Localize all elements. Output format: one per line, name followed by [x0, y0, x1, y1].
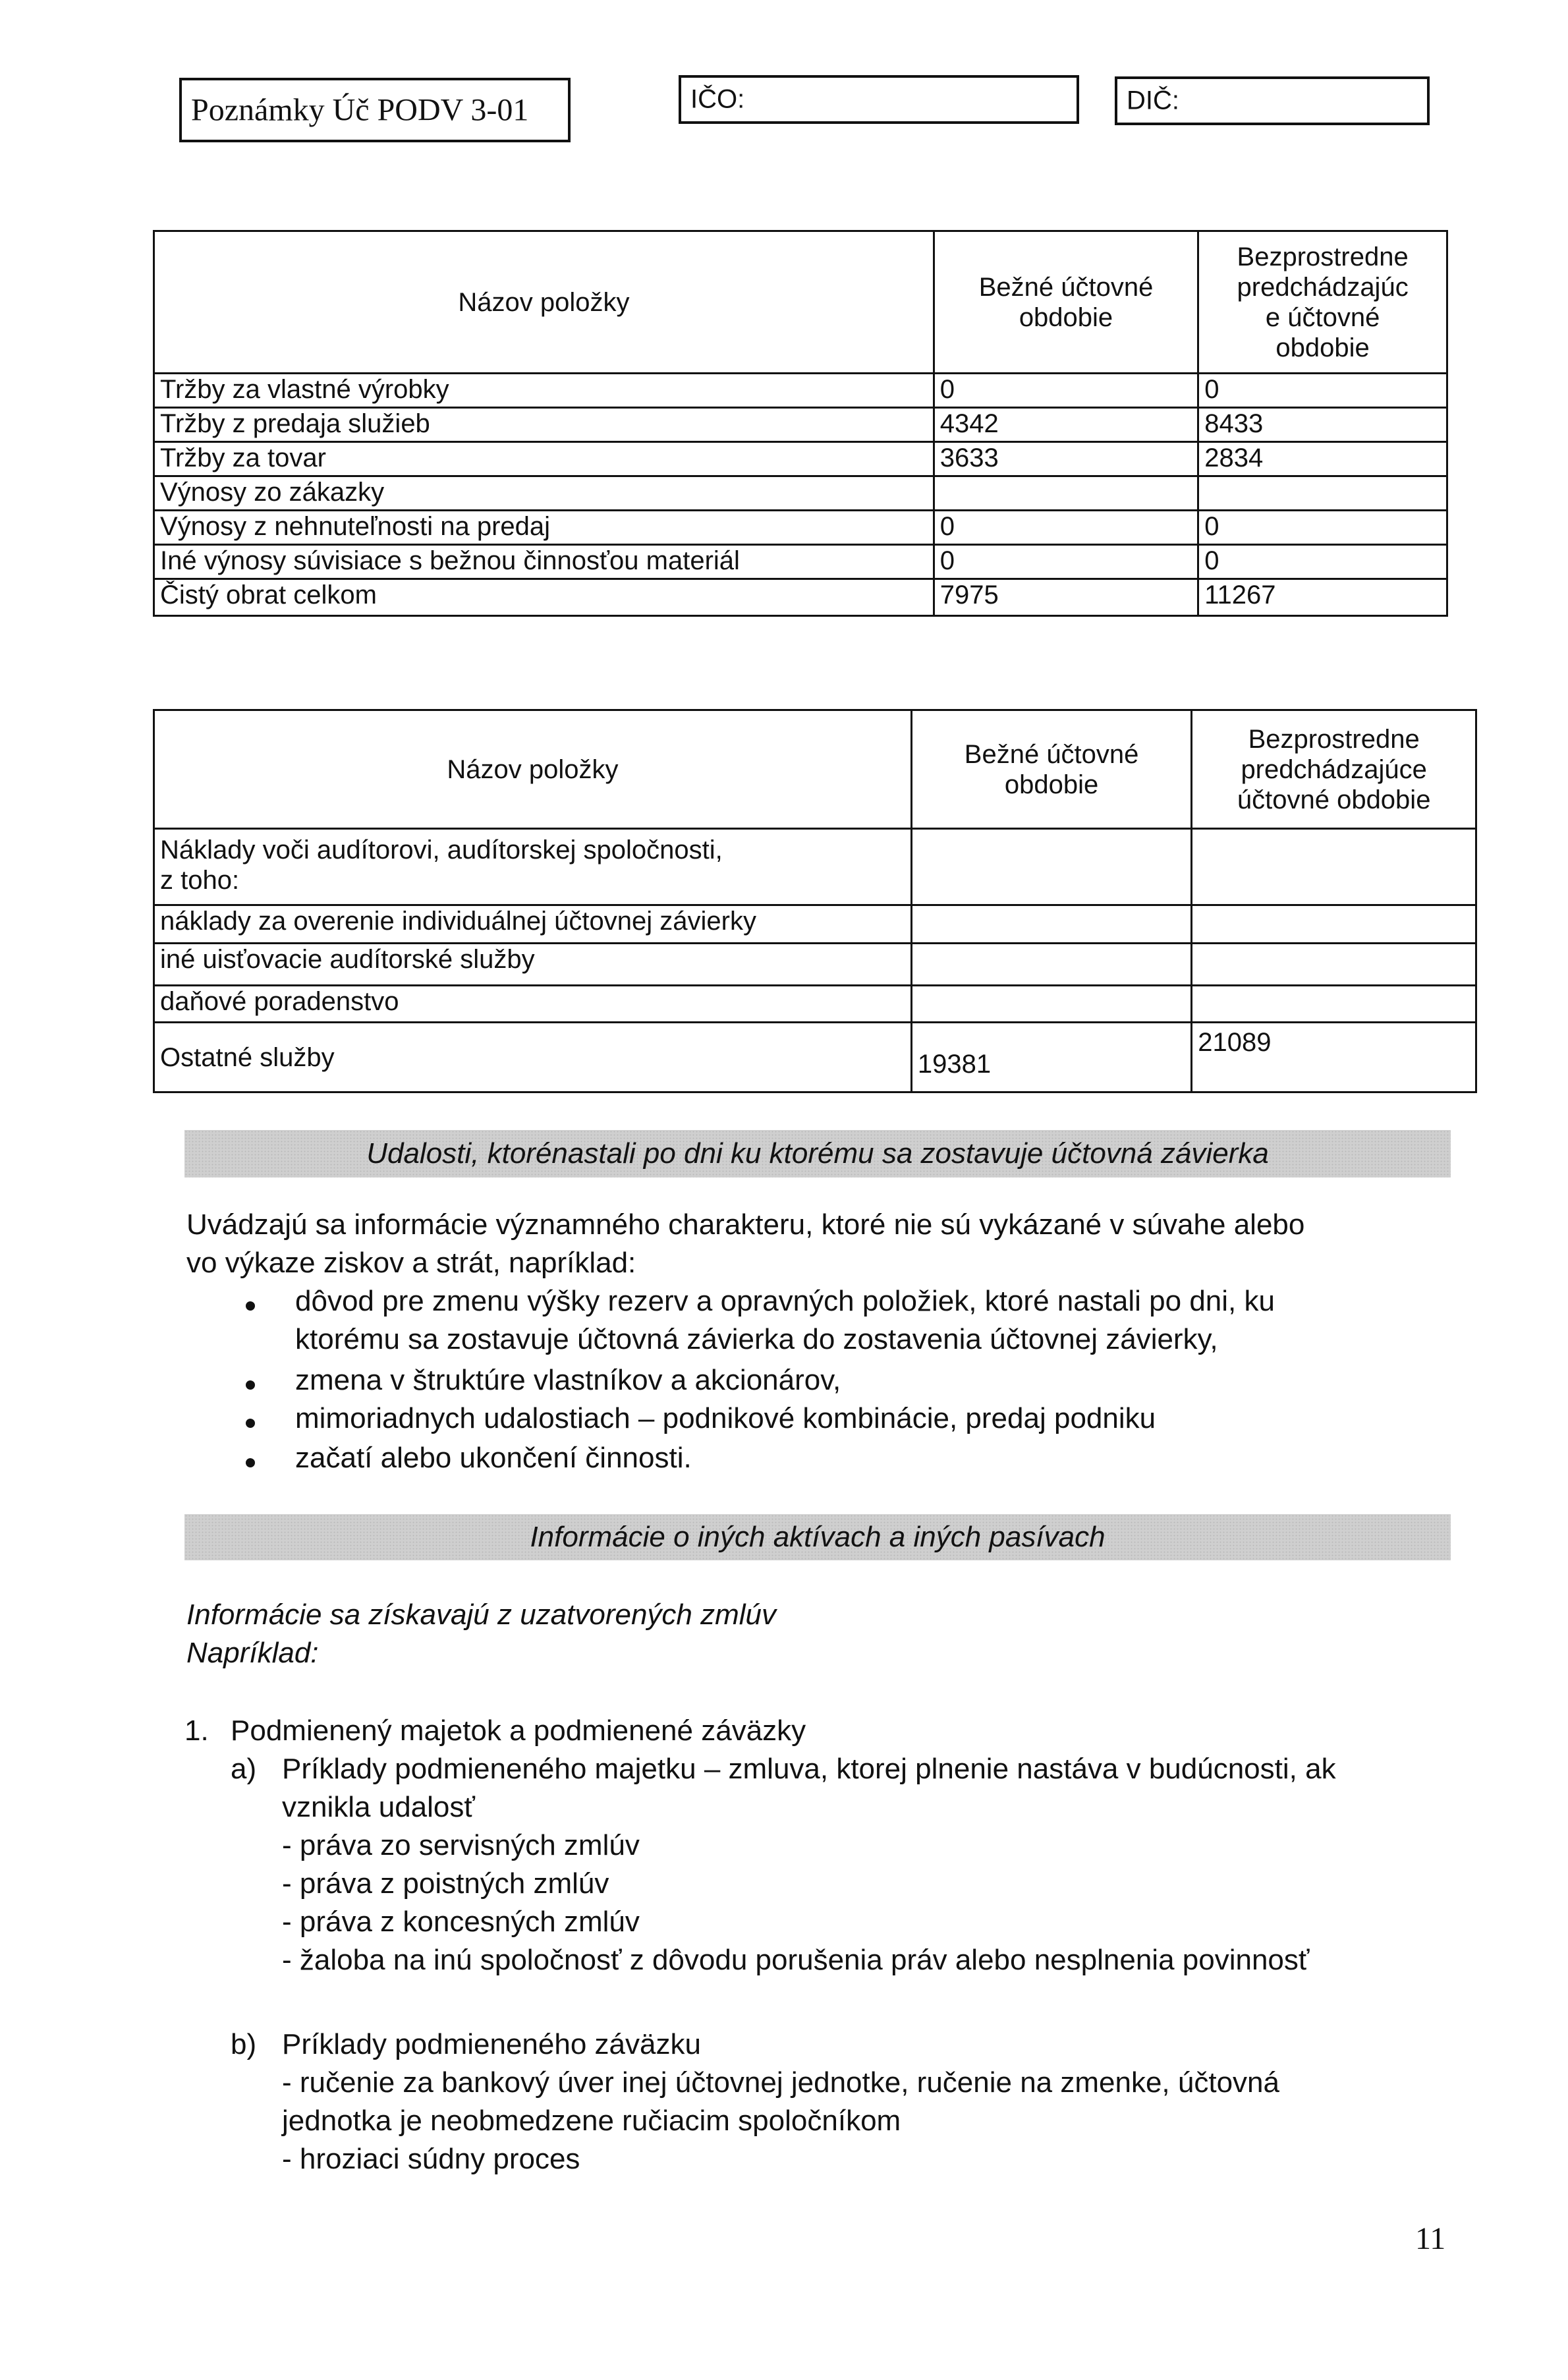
cell-current: [911, 944, 1191, 986]
table-row: [154, 986, 1476, 1023]
bullet-icon: [246, 1419, 255, 1428]
cell-previous: 8433: [1198, 408, 1447, 442]
subitem-detail: - práva zo servisných zmlúv: [282, 1829, 640, 1861]
event-bullet-text: začatí alebo ukončení činnosti.: [295, 1442, 692, 1474]
header-line: obdobie: [1004, 770, 1099, 799]
table-row: [154, 511, 1447, 545]
cell-current: 7975: [934, 579, 1198, 616]
cell-current: 3633: [934, 442, 1198, 476]
table-row: [154, 905, 1476, 944]
row-label: Iné výnosy súvisiace s bežnou činnosťou materiál: [154, 545, 934, 579]
row-label: daňové poradenstvo: [154, 986, 912, 1023]
label-line: z toho:: [160, 866, 240, 895]
cell-current: 0: [934, 545, 1198, 579]
header-line: Bežné účtovné: [964, 739, 1139, 769]
cell-current: [911, 986, 1191, 1023]
cell-previous: 2834: [1198, 442, 1447, 476]
header-line: Bezprostredne: [1237, 242, 1409, 271]
subitem-text: vznikla udalosť: [282, 1791, 475, 1823]
col-header-name: Názov položky: [154, 231, 934, 374]
cell-current: 4342: [934, 408, 1198, 442]
event-bullet-text: mimoriadnych udalostiach – podnikové kombinácie, predaj podniku: [295, 1402, 1156, 1434]
col-header-previous: [1192, 710, 1476, 829]
cell-previous: 11267: [1198, 579, 1447, 616]
event-bullet-text: dôvod pre zmenu výšky rezerv a opravných položiek, ktoré nastali po dni, ku: [295, 1285, 1275, 1317]
subitem-marker: a): [231, 1753, 257, 1785]
table-row-total: [154, 579, 1447, 616]
cell-current: 0: [934, 374, 1198, 408]
header-line: predchádzajúce: [1241, 754, 1427, 784]
col-header-previous: [1198, 231, 1447, 374]
label-line: Náklady voči audítorovi, audítorskej spoločnosti,: [160, 836, 723, 864]
item-number: 1.: [184, 1714, 209, 1747]
table-row: [154, 545, 1447, 579]
subitem-detail: jednotka je neobmedzene ručiacim spoločníkom: [282, 2105, 901, 2137]
row-label: Výnosy z nehnuteľnosti na predaj: [154, 511, 934, 545]
row-label: Ostatné služby: [154, 1023, 912, 1092]
row-label: Tržby za vlastné výrobky: [154, 374, 934, 408]
event-bullet-text: ktorému sa zostavuje účtovná závierka do zostavenia účtovnej závierky,: [295, 1323, 1218, 1355]
cell-previous: 0: [1198, 374, 1447, 408]
event-bullet-text: zmena v štruktúre vlastníkov a akcionárov,: [295, 1364, 841, 1396]
cell-previous: 0: [1198, 545, 1447, 579]
bullet-icon: [246, 1458, 255, 1467]
section-title-other: Informácie o iných aktívach a iných pasívach: [530, 1521, 1106, 1553]
col-header-current: [911, 710, 1191, 829]
subitem-detail: - žaloba na inú spoločnosť z dôvodu porušenia práv alebo nesplnenia povinnosť: [282, 1944, 1310, 1976]
cell-current: [911, 905, 1191, 944]
cell-previous: [1192, 944, 1476, 986]
header-line: obdobie: [1275, 333, 1370, 362]
row-label: Tržby za tovar: [154, 442, 934, 476]
row-label: [154, 829, 912, 905]
cell-current: [911, 829, 1191, 905]
table-row: [154, 944, 1476, 986]
subitem-detail: - práva z poistných zmlúv: [282, 1867, 609, 1900]
header-line: Bežné účtovné: [978, 272, 1154, 302]
header-line: e účtovné: [1265, 302, 1380, 332]
header-line: predchádzajúc: [1237, 272, 1409, 302]
dic-label: DIČ:: [1127, 86, 1179, 115]
form-code-label: Poznámky Úč PODV 3-01: [191, 92, 529, 128]
row-label: iné uisťovacie audítorské služby: [154, 944, 912, 986]
form-code-box: [179, 78, 571, 142]
cell-previous: [1192, 829, 1476, 905]
table-header-row: [154, 710, 1476, 829]
section-banner-events: [184, 1130, 1451, 1177]
events-intro-line: Uvádzajú sa informácie významného charakteru, ktoré nie sú vykázané v súvahe alebo: [186, 1208, 1305, 1241]
item-title: Podmienený majetok a podmienené záväzky: [231, 1714, 806, 1747]
cell-previous: [1198, 476, 1447, 511]
row-label: Tržby z predaja služieb: [154, 408, 934, 442]
cell-previous: 0: [1198, 511, 1447, 545]
section-banner-other: [184, 1514, 1451, 1560]
cell-current: 0: [934, 511, 1198, 545]
cell-previous: 21089: [1192, 1023, 1476, 1092]
header-line: obdobie: [1019, 302, 1113, 332]
ico-label: IČO:: [690, 84, 745, 114]
events-intro-line: vo výkaze ziskov a strát, napríklad:: [186, 1247, 636, 1279]
dic-field[interactable]: [1115, 76, 1430, 125]
row-label: náklady za overenie individuálnej účtovnej závierky: [154, 905, 912, 944]
table-row: [154, 829, 1476, 905]
subitem-text: Príklady podmieneného záväzku: [282, 2028, 701, 2060]
col-header-current: [934, 231, 1198, 374]
header-line: účtovné obdobie: [1237, 785, 1431, 814]
row-label: Čistý obrat celkom: [154, 579, 934, 616]
bullet-icon: [246, 1301, 255, 1311]
other-intro-line: Informácie sa získavajú z uzatvorených zmlúv: [186, 1599, 777, 1631]
page-number: 11: [1415, 2221, 1446, 2256]
audit-costs-table: [153, 709, 1477, 1093]
cell-previous: [1192, 905, 1476, 944]
header-line: Bezprostredne: [1248, 724, 1420, 754]
revenue-table: [153, 230, 1448, 617]
bullet-icon: [246, 1380, 255, 1390]
row-label: Výnosy zo zákazky: [154, 476, 934, 511]
ico-field[interactable]: [679, 75, 1079, 124]
subitem-detail: - ručenie za bankový úver inej účtovnej jednotke, ručenie na zmenke, účtovná: [282, 2066, 1279, 2099]
subitem-detail: - hroziaci súdny proces: [282, 2143, 580, 2175]
other-intro-line: Napríklad:: [186, 1637, 319, 1669]
cell-current: [934, 476, 1198, 511]
subitem-marker: b): [231, 2028, 257, 2060]
table-row: [154, 374, 1447, 408]
col-header-name: Názov položky: [154, 710, 912, 829]
table-row: [154, 442, 1447, 476]
table-row: [154, 1023, 1476, 1092]
section-title-events: Udalosti, ktorénastali po dni ku ktorému sa zostavuje účtovná závierka: [366, 1137, 1269, 1170]
table-header-row: [154, 231, 1447, 374]
cell-current: 19381: [911, 1023, 1191, 1092]
cell-previous: [1192, 986, 1476, 1023]
subitem-detail: - práva z koncesných zmlúv: [282, 1906, 640, 1938]
table-row: [154, 476, 1447, 511]
table-row: [154, 408, 1447, 442]
subitem-text: Príklady podmieneného majetku – zmluva, ktorej plnenie nastáva v budúcnosti, ak: [282, 1753, 1336, 1785]
